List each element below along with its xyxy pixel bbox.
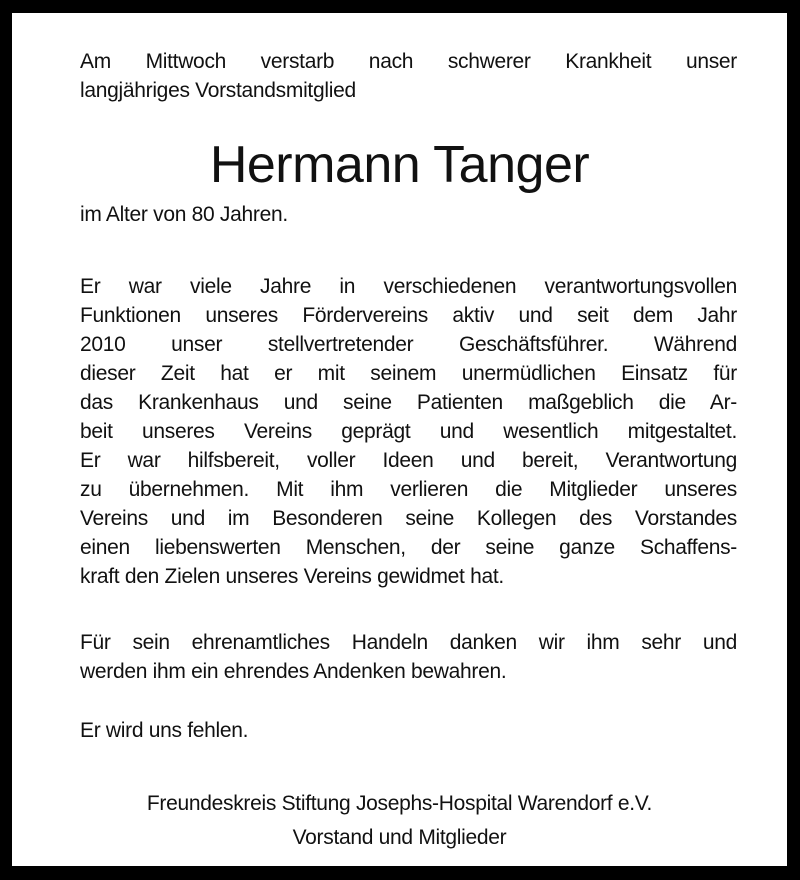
tribute-paragraph — [80, 272, 737, 591]
signature-organization: Freundeskreis Stiftung Josephs-Hospital Warendorf e.V. — [146, 792, 653, 815]
tribute-line: Er war hilfsbereit, voller Ideen und bereit, Verantwortung — [80, 449, 737, 472]
intro-line: langjähriges Vorstandsmitglied — [80, 79, 356, 102]
tribute-line: Er war viele Jahre in verschiedenen verantwortungsvollen — [80, 275, 737, 298]
tribute-line: zu übernehmen. Mit ihm verlieren die Mitglieder unseres — [80, 478, 737, 501]
deceased-name: Hermann Tanger — [209, 136, 590, 194]
age-line: im Alter von 80 Jahren. — [80, 203, 288, 226]
tribute-line: Funktionen unseres Fördervereins aktiv und seit dem Jahr — [80, 304, 737, 327]
tribute-line: 2010 unser stellvertretender Geschäftsführer. Während — [80, 333, 737, 356]
tribute-line: kraft den Zielen unseres Vereins gewidmet hat. — [80, 565, 504, 588]
tribute-line: das Krankenhaus und seine Patienten maßgeblich die Ar- — [80, 391, 737, 414]
intro-line: Am Mittwoch verstarb nach schwerer Krankheit unser — [80, 50, 737, 73]
tribute-line: einen liebenswerten Menschen, der seine ganze Schaffens- — [80, 536, 737, 559]
thanks-paragraph — [80, 628, 737, 686]
signature-subline: Vorstand und Mitglieder — [292, 826, 507, 849]
thanks-line: werden ihm ein ehrendes Andenken bewahren. — [80, 660, 507, 683]
intro-paragraph — [80, 47, 737, 105]
tribute-line: Vereins und im Besonderen seine Kollegen des Vorstandes — [80, 507, 737, 530]
obituary-notice — [12, 13, 787, 866]
tribute-line: dieser Zeit hat er mit seinem unermüdlichen Einsatz für — [80, 362, 737, 385]
thanks-line: Für sein ehrenamtliches Handeln danken wir ihm sehr und — [80, 631, 737, 654]
tribute-line: beit unseres Vereins geprägt und wesentlich mitgestaltet. — [80, 420, 737, 443]
closing-line: Er wird uns fehlen. — [80, 719, 249, 742]
